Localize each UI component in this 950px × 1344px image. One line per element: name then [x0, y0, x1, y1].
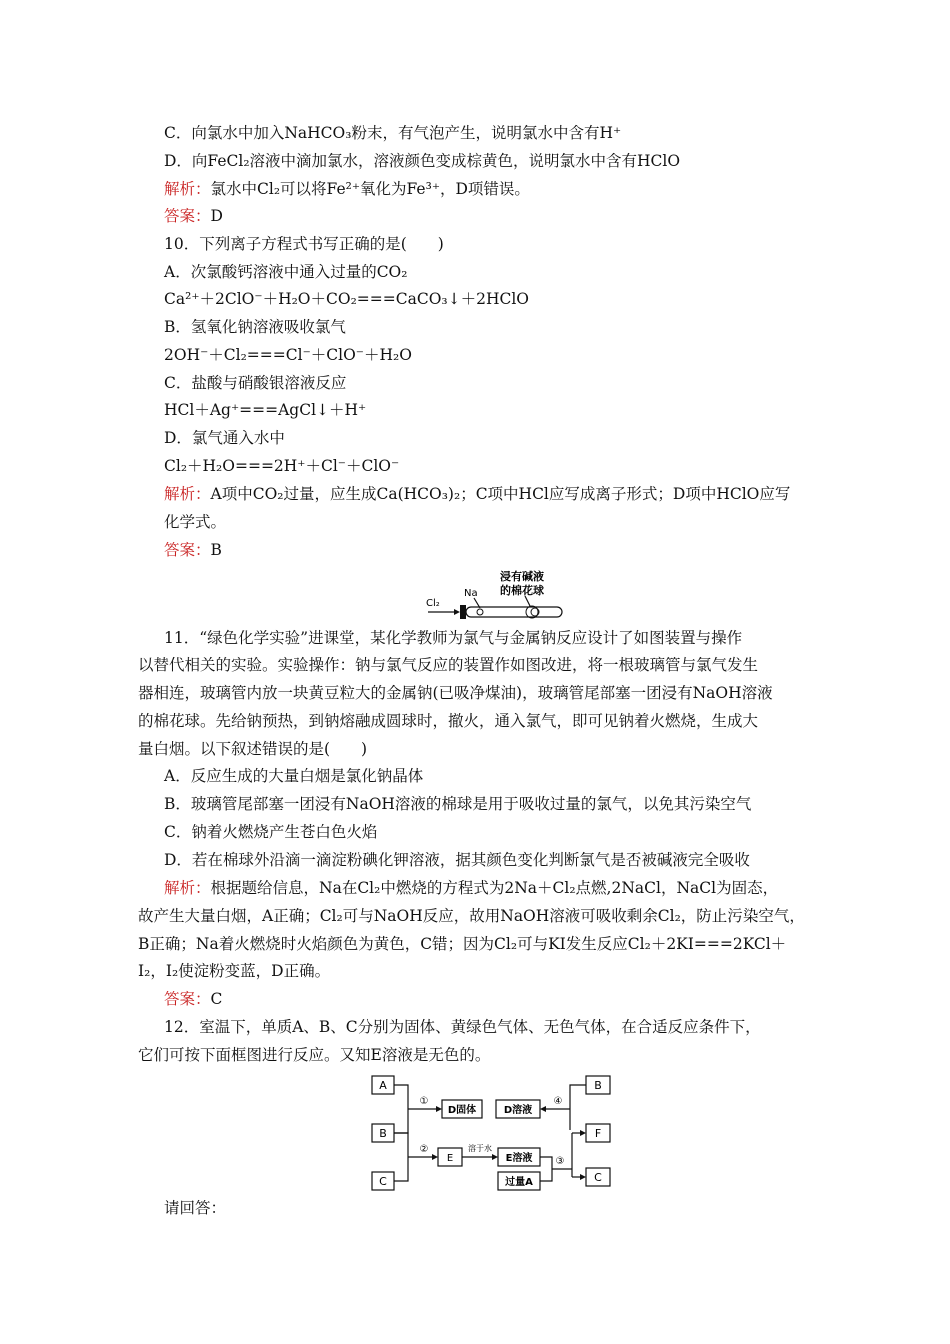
box-f-label: F [594, 1127, 602, 1140]
bracket-e-a [540, 1157, 552, 1181]
box-d-solution-label: D溶液 [503, 1105, 533, 1116]
answer-value: C [210, 990, 223, 1008]
q10-answer [164, 540, 222, 560]
q11-option-c: C．钠着火燃烧产生苍白色火焰 [164, 823, 378, 841]
q11-answer [164, 989, 222, 1009]
q10-option-c-equation: HCl＋Ag⁺===AgCl↓＋H⁺ [164, 401, 367, 419]
sodium-piece [477, 609, 483, 615]
q10-option-a: A．次氯酸钙溶液中通入过量的CO₂ [164, 263, 408, 281]
q10-option-a-equation: Ca²⁺＋2ClO⁻＋H₂O＋CO₂===CaCO₃↓＋2HClO [164, 290, 530, 308]
q11-stem-5: 量白烟。以下叙述错误的是( ) [138, 740, 368, 758]
apparatus-label-bottom: 的棉花球 [500, 584, 544, 597]
box-c-label: C [379, 1175, 387, 1188]
box-b-label: B [379, 1127, 387, 1140]
q12-stem-1: 12．室温下，单质A、B、C分别为固体、黄绿色气体、无色气体，在合适反应条件下， [164, 1018, 761, 1036]
q11-stem-1: 11．“绿色化学实验”进课堂，某化学教师为氯气与金属钠反应设计了如图装置与操作 [164, 629, 743, 647]
q10-option-d-equation: Cl₂＋H₂O===2H⁺＋Cl⁻＋ClO⁻ [164, 457, 400, 475]
box-a-label: A [379, 1079, 387, 1092]
q10-option-b-equation: 2OH⁻＋Cl₂===Cl⁻＋ClO⁻＋H₂O [164, 346, 412, 364]
q11-analysis-2: 故产生大量白烟，A正确；Cl₂可与NaOH反应，故用NaOH溶液可吸收剩余Cl₂，防止污染空气， [138, 907, 805, 925]
box-c-right-label: C [594, 1171, 602, 1184]
q11-analysis-3: B正确；Na着火燃烧时火焰颜色为黄色，C错；因为Cl₂可与KI发生反应Cl₂＋2KI===2KCl＋ [138, 935, 787, 953]
q9-option-d: D．向FeCl₂溶液中滴加氯水，溶液颜色变成棕黄色，说明氯水中含有HClO [164, 152, 681, 170]
q11-analysis [164, 878, 778, 898]
step-3-label: ③ [555, 1156, 565, 1167]
cotton-pointer [525, 596, 530, 606]
analysis-label: 解析： [164, 180, 211, 198]
arrow-head [580, 1130, 586, 1136]
q11-stem-3: 器相连，玻璃管内放一块黄豆粒大的金属钠(已吸净煤油)，玻璃管尾部塞一团浸有NaOH溶液 [138, 684, 773, 702]
arrow-head [432, 1154, 438, 1160]
q12-stem-2: 它们可按下面框图进行反应。又知E溶液是无色的。 [138, 1046, 491, 1064]
analysis-label: 解析： [164, 879, 211, 897]
bracket-bc [394, 1133, 408, 1181]
apparatus-figure [420, 566, 565, 620]
step-4-label: ④ [553, 1096, 563, 1107]
glass-tube [466, 607, 562, 617]
q11-option-a: A．反应生成的大量白烟是氯化钠晶体 [164, 767, 424, 785]
box-e-label: E [446, 1153, 454, 1164]
apparatus-label-cl2: Cl₂ [426, 598, 440, 609]
arrow-head [540, 1106, 546, 1112]
q11-option-b: B．玻璃管尾部塞一团浸有NaOH溶液的棉球是用于吸收过量的氯气，以免其污染空气 [164, 795, 752, 813]
answer-label: 答案： [164, 541, 211, 559]
bracket-ab [394, 1085, 408, 1133]
dissolve-label: 溶于水 [468, 1144, 492, 1153]
q10-analysis-cont: 化学式。 [164, 513, 227, 531]
arrow-head [580, 1174, 586, 1180]
arrow-head [454, 609, 460, 615]
answer-label: 答案： [164, 990, 211, 1008]
analysis-label: 解析： [164, 485, 211, 503]
q12-ask: 请回答： [164, 1199, 227, 1217]
q11-stem-2: 以替代相关的实验。实验操作：钠与氯气反应的装置作如图改进，将一根玻璃管与氯气发生 [138, 656, 759, 674]
q10-option-d: D．氯气通入水中 [164, 429, 285, 447]
answer-label: 答案： [164, 207, 211, 225]
step-1-label: ① [419, 1096, 429, 1107]
q9-option-c: C．向氯水中加入NaHCO₃粉末，有气泡产生，说明氯水中含有H⁺ [164, 124, 622, 142]
arrow-head [492, 1154, 498, 1160]
stopper [460, 605, 466, 619]
q11-stem-4: 的棉花球。先给钠预热，到钠熔融成圆球时，撤火，通入氯气，即可见钠着火燃烧，生成大 [138, 712, 759, 730]
q10-analysis [164, 484, 790, 504]
answer-value: D [210, 207, 223, 225]
apparatus-label-top: 浸有碱液 [500, 570, 544, 583]
q9-analysis [164, 179, 530, 199]
box-excess-a-label: 过量A [505, 1177, 533, 1188]
q11-analysis-4: I₂，I₂使淀粉变蓝，D正确。 [138, 962, 331, 980]
q10-option-c: C．盐酸与硝酸银溶液反应 [164, 374, 347, 392]
arrow-head [436, 1106, 442, 1112]
q10-option-b: B．氢氧化钠溶液吸收氯气 [164, 318, 346, 336]
step-2-label: ② [419, 1144, 429, 1155]
q9-answer [164, 206, 223, 226]
box-b-right-label: B [594, 1079, 602, 1092]
analysis-text: A项中CO₂过量，应生成Ca(HCO₃)₂；C项中HCl应写成离子形式；D项中HClO应写 [210, 485, 791, 503]
q11-option-d: D．若在棉球外沿滴一滴淀粉碘化钾溶液，据其颜色变化判断氯气是否被碱液完全吸收 [164, 851, 750, 869]
reaction-flowchart [368, 1074, 618, 1196]
box-e-solution-label: E溶液 [505, 1153, 533, 1164]
answer-value: B [210, 541, 222, 559]
apparatus-label-na: Na [464, 588, 478, 599]
analysis-text: 根据题给信息，Na在Cl₂中燃烧的方程式为2Na＋Cl₂点燃,2NaCl，NaCl为固态， [210, 879, 779, 897]
analysis-text: 氯水中Cl₂可以将Fe²⁺氧化为Fe³⁺，D项错误。 [210, 180, 530, 198]
bracket-bf [570, 1085, 586, 1130]
q10-stem: 10．下列离子方程式书写正确的是( ) [164, 235, 444, 253]
box-d-solid-label: D固体 [447, 1105, 477, 1116]
